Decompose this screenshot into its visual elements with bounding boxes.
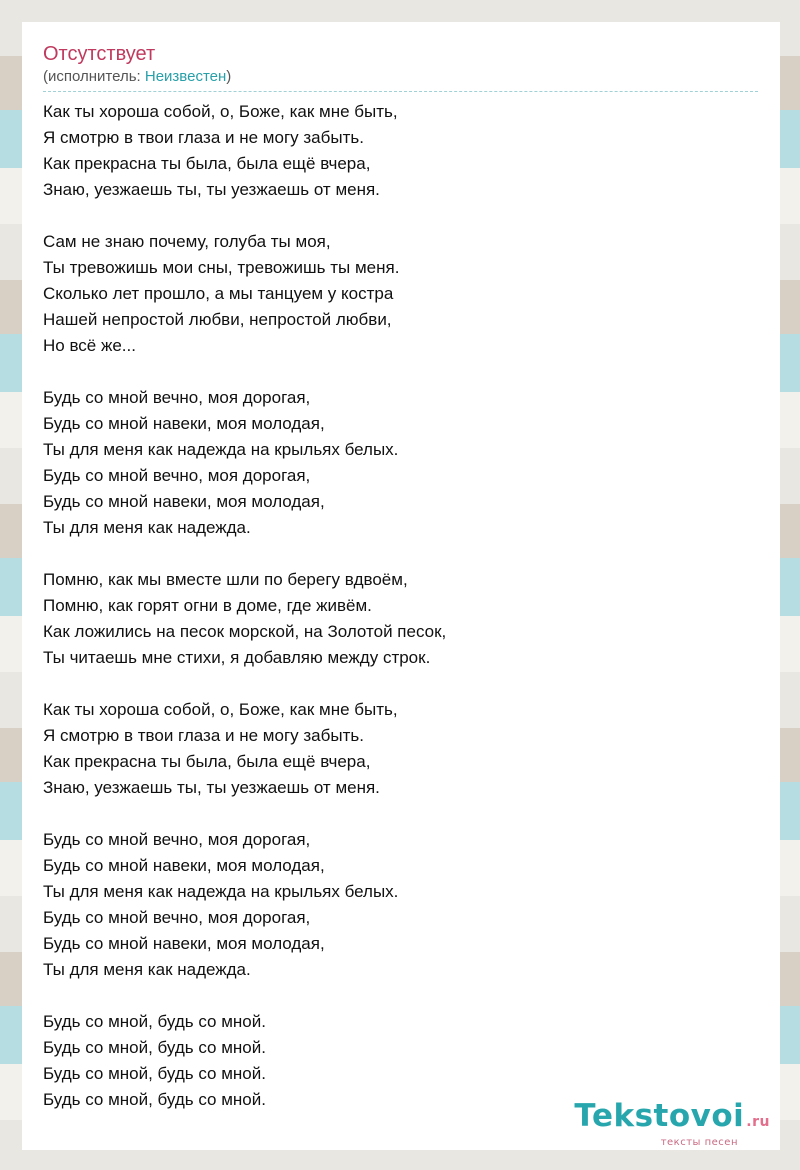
lyric-line: Будь со мной вечно, моя дорогая, bbox=[43, 908, 311, 927]
lyric-line: Будь со мной навеки, моя молодая, bbox=[43, 934, 325, 953]
lyric-line: Как ты хороша собой, о, Боже, как мне быть, bbox=[43, 700, 398, 719]
lyric-line: Будь со мной навеки, моя молодая, bbox=[43, 414, 325, 433]
lyric-line: Сколько лет прошло, а мы танцуем у костра bbox=[43, 284, 394, 303]
lyric-line: Но всё же... bbox=[43, 336, 136, 355]
lyric-line: Помню, как мы вместе шли по берегу вдвоём, bbox=[43, 570, 408, 589]
lyric-line: Будь со мной, будь со мной. bbox=[43, 1038, 266, 1057]
stanza bbox=[43, 697, 760, 801]
lyric-line: Ты для меня как надежда. bbox=[43, 518, 251, 537]
logo-wordmark bbox=[574, 1099, 770, 1139]
lyric-line: Будь со мной, будь со мной. bbox=[43, 1064, 266, 1083]
lyric-line: Как прекрасна ты была, была ещё вчера, bbox=[43, 752, 371, 771]
lyric-line: Ты тревожишь мои сны, тревожишь ты меня. bbox=[43, 258, 400, 277]
lyric-line: Будь со мной, будь со мной. bbox=[43, 1012, 266, 1031]
artist-link[interactable]: Неизвестен bbox=[144, 68, 227, 85]
lyric-line: Будь со мной навеки, моя молодая, bbox=[43, 492, 325, 511]
lyric-line: Ты читаешь мне стихи, я добавляю между строк. bbox=[43, 648, 431, 667]
lyric-line: Как ты хороша собой, о, Боже, как мне быть, bbox=[43, 102, 398, 121]
lyric-line: Ты для меня как надежда на крыльях белых. bbox=[43, 440, 399, 459]
logo-name: Tekstovoi bbox=[574, 1098, 745, 1134]
lyric-line: Сам не знаю почему, голуба ты моя, bbox=[43, 232, 331, 251]
stanza bbox=[43, 229, 760, 359]
meta-prefix: (исполнитель: bbox=[43, 68, 145, 85]
lyric-line: Нашей непростой любви, непростой любви, bbox=[43, 310, 392, 329]
lyric-line: Будь со мной вечно, моя дорогая, bbox=[43, 830, 311, 849]
lyric-line: Будь со мной навеки, моя молодая, bbox=[43, 856, 325, 875]
lyrics-text bbox=[43, 99, 760, 1113]
lyric-line: Я смотрю в твои глаза и не могу забыть. bbox=[43, 128, 364, 147]
meta-suffix: ) bbox=[226, 68, 232, 85]
site-logo[interactable] bbox=[574, 1099, 770, 1148]
stanza bbox=[43, 567, 760, 671]
lyric-line: Я смотрю в твои глаза и не могу забыть. bbox=[43, 726, 364, 745]
song-title: Отсутствует bbox=[43, 43, 156, 65]
lyric-line: Знаю, уезжаешь ты, ты уезжаешь от меня. bbox=[43, 778, 380, 797]
lyric-line: Помню, как горят огни в доме, где живём. bbox=[43, 596, 372, 615]
stanza bbox=[43, 99, 760, 203]
logo-tagline: тексты песен bbox=[660, 1137, 738, 1148]
lyric-line: Ты для меня как надежда на крыльях белых. bbox=[43, 882, 399, 901]
logo-tld: .ru bbox=[746, 1114, 770, 1130]
lyric-line: Ты для меня как надежда. bbox=[43, 960, 251, 979]
stanza bbox=[43, 827, 760, 983]
lyric-line: Знаю, уезжаешь ты, ты уезжаешь от меня. bbox=[43, 180, 380, 199]
lyric-line: Будь со мной вечно, моя дорогая, bbox=[43, 388, 311, 407]
lyrics-card bbox=[22, 22, 780, 1150]
lyric-line: Как ложились на песок морской, на Золотой песок, bbox=[43, 622, 447, 641]
lyric-line: Будь со мной вечно, моя дорогая, bbox=[43, 466, 311, 485]
lyric-line: Как прекрасна ты была, была ещё вчера, bbox=[43, 154, 371, 173]
divider bbox=[43, 91, 758, 92]
stanza bbox=[43, 385, 760, 541]
lyric-line: Будь со мной, будь со мной. bbox=[43, 1090, 266, 1109]
song-meta bbox=[43, 67, 760, 87]
